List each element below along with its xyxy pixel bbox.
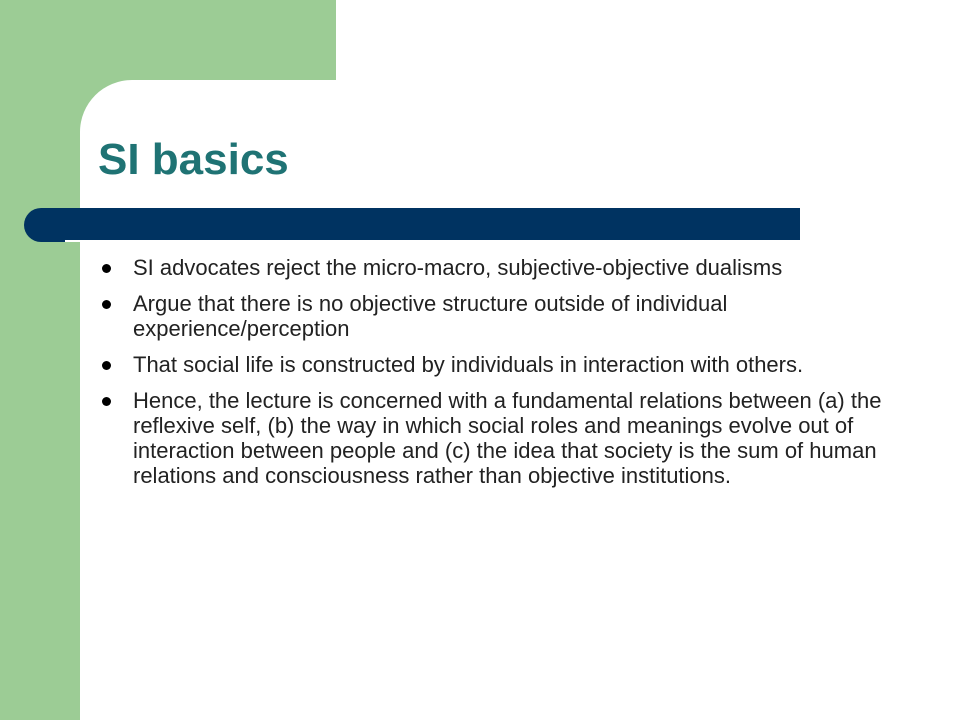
bullet-item	[102, 291, 882, 341]
bullet-list	[102, 255, 882, 499]
bullet-text: That social life is constructed by individuals in interaction with others.	[133, 352, 804, 377]
bullet-dot-icon	[102, 361, 111, 370]
bullet-dot-icon	[102, 397, 111, 406]
bullet-dot-icon	[102, 264, 111, 273]
bullet-item	[102, 388, 882, 488]
bullet-text: Argue that there is no objective structure outside of individual experience/perception	[133, 291, 728, 341]
title-divider-bar	[24, 208, 800, 242]
bullet-item	[102, 255, 882, 280]
slide-title: SI basics	[98, 135, 289, 184]
bullet-dot-icon	[102, 300, 111, 309]
divider-notch-line	[65, 240, 800, 242]
bullet-text: Hence, the lecture is concerned with a fundamental relations between (a) the reflexive self, (b) the way in which social roles and meanings evolve out of interaction between people and (c) the idea that society is the sum of human relations and consciousness rather than objective institutions.	[133, 388, 882, 488]
bullet-item	[102, 352, 882, 377]
bullet-text: SI advocates reject the micro-macro, subjective-objective dualisms	[133, 255, 783, 280]
